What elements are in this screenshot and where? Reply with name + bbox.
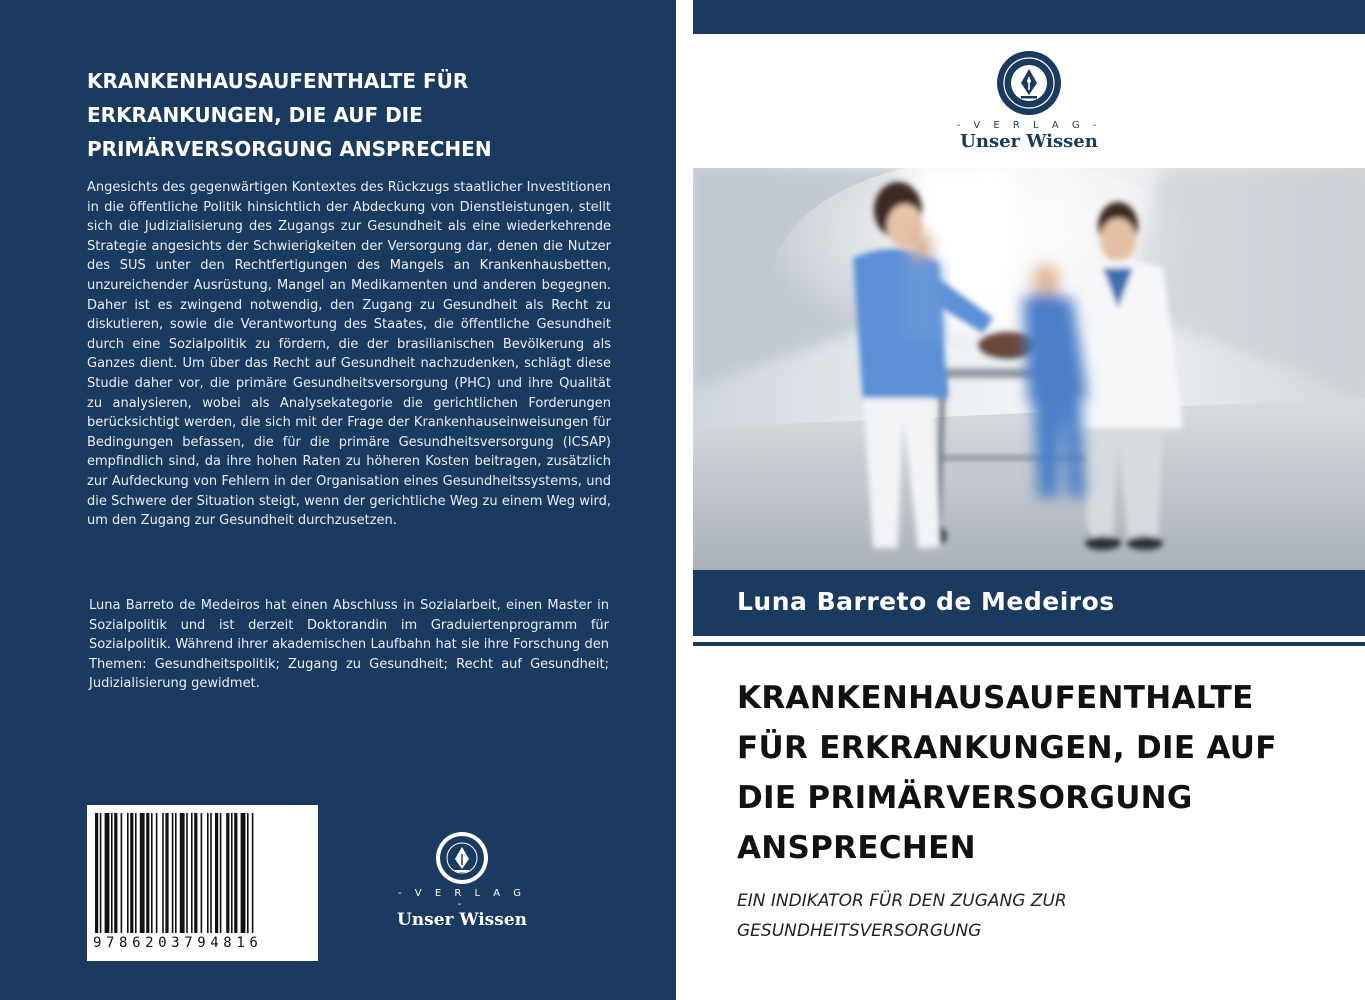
barcode-bar <box>130 813 133 933</box>
barcode-bar <box>146 813 149 933</box>
barcode-bar <box>210 813 212 933</box>
isbn-barcode <box>87 805 318 961</box>
barcode-bar <box>156 813 158 933</box>
barcode-bar <box>252 813 254 933</box>
barcode-bar <box>127 813 129 933</box>
barcode-bar <box>220 813 222 933</box>
hospital-corridor-photo <box>693 168 1365 570</box>
barcode-bar <box>100 813 102 933</box>
author-biography: Luna Barreto de Medeiros hat einen Abschluss in Sozialarbeit, einen Master in Sozialpolitik und ist derzeit Doktorandin im Graduiertenprogramm für Sozialpolitik. Während ihrer akademischen Laufbahn hat sie ihre Forschung den Themen: Gesundheitspolitik; Zugang zu Gesundheit; Recht auf Gesundheit; Judizialisierung gewidmet. <box>89 598 609 692</box>
publisher-verlag-label: - V E R L A G - <box>956 120 1102 131</box>
barcode-bar <box>111 813 113 933</box>
barcode-bar <box>172 813 174 933</box>
barcode-bar <box>201 813 203 933</box>
front-cover <box>693 0 1365 1000</box>
barcode-bar <box>241 813 246 933</box>
barcode-bar <box>135 813 137 933</box>
subtitle-line: GESUNDHEITSVERSORGUNG <box>737 921 982 941</box>
title-line: ANSPRECHEN <box>737 830 976 866</box>
barcode-bar <box>105 813 110 933</box>
title-line: KRANKENHAUSAUFENTHALTE <box>737 680 1254 716</box>
spine-gap <box>676 0 693 1000</box>
back-cover-title <box>87 64 627 166</box>
front-top-bar <box>693 0 1365 34</box>
barcode-bar <box>207 813 209 933</box>
barcode-bar <box>165 813 168 933</box>
barcode-bar <box>180 813 185 933</box>
publisher-name: Unser Wissen <box>396 910 527 930</box>
barcode-bar <box>226 813 229 933</box>
barcode-bar <box>162 813 164 933</box>
barcode-bar <box>234 813 237 933</box>
subtitle-line: EIN INDIKATOR FÜR DEN ZUGANG ZUR <box>737 891 1067 911</box>
back-title-line: KRANKENHAUSAUFENTHALTE FÜR <box>87 69 469 93</box>
barcode-bar <box>140 813 145 933</box>
barcode-bar <box>186 813 188 933</box>
fountain-pen-nib-icon <box>434 830 490 886</box>
barcode-bar <box>194 813 197 933</box>
book-title <box>737 673 1337 873</box>
publisher-name: Unser Wissen <box>960 131 1098 152</box>
barcode-bar <box>191 813 193 933</box>
barcode-bar <box>95 813 98 933</box>
barcode-bar <box>215 813 218 933</box>
divider-rule <box>693 642 1365 646</box>
barcode-bar <box>114 813 117 933</box>
book-subtitle <box>737 886 1297 946</box>
title-line: DIE PRIMÄRVERSORGUNG <box>737 780 1193 816</box>
back-cover-description: Angesichts des gegenwärtigen Kontextes des Rückzugs staatlicher Investitionen in die öffentliche Politik hinsichtlich der Abdeckung von Dienstleistungen, stellt sich die Judizialisierung des Zugangs zur Gesundheit als eine wiederkehrende Strategie angesichts der Schwierigkeiten der Versorgung dar, denen die Nutzer des SUS unter den Rechtfertigungen des Mangels an Krankenhausbetten, unzureichender Ausrüstung, Mangel an Medikamenten und anderen begegnen. Daher ist es zwingend notwendig, den Zugang zu Gesundheit als Recht zu diskutieren, sowie die Verantwortung des Staates, die öffentliche Gesundheit durch eine Sozialpolitik zu fördern, die der brasilianischen Bevölkerung als Ganzes dient. Um über das Recht auf Gesundheit nachzudenken, schlägt diese Studie daher vor, die primäre Gesundheitsversorgung (PHC) und ihre Qualität zu analysieren, wobei als Analysekategorie die gerichtlichen Forderungen berücksichtigt werden, die sich mit der Frage der Krankenhauseinweisungen für Bedingungen befassen, die für die primäre Gesundheitsversorgung (ICSAP) empfindlich sind, da ihre hohen Raten zu höheren Kosten beitragen, zusätzlich zur Aufdeckung von Fehlern in der Organisation eines Gesundheitssystems, und die Schwere der Situation steigt, wenn der gerichtliche Weg zu einem Weg wird, um den Zugang zur Gesundheit durchzusetzen. <box>87 180 611 529</box>
back-title-line: ERKRANKUNGEN, DIE AUF DIE <box>87 103 423 127</box>
barcode-bar <box>247 813 249 933</box>
title-line: FÜR ERKRANKUNGEN, DIE AUF <box>737 730 1277 766</box>
back-title-line: PRIMÄRVERSORGUNG ANSPRECHEN <box>87 137 492 161</box>
barcode-bar <box>175 813 177 933</box>
author-name: Luna Barreto de Medeiros <box>737 587 1115 616</box>
publisher-verlag-label: - V E R L A G - <box>398 888 526 910</box>
author-banner <box>693 570 1365 636</box>
barcode-bar <box>151 813 153 933</box>
publisher-logo-front <box>929 50 1129 152</box>
publisher-logo-back <box>392 830 532 930</box>
back-cover <box>0 0 676 1000</box>
barcode-bar <box>231 813 233 933</box>
fountain-pen-nib-icon <box>996 50 1062 116</box>
isbn-number: 9786203794816 <box>93 935 263 951</box>
barcode-bar <box>121 813 123 933</box>
barcode-bars <box>93 813 313 939</box>
